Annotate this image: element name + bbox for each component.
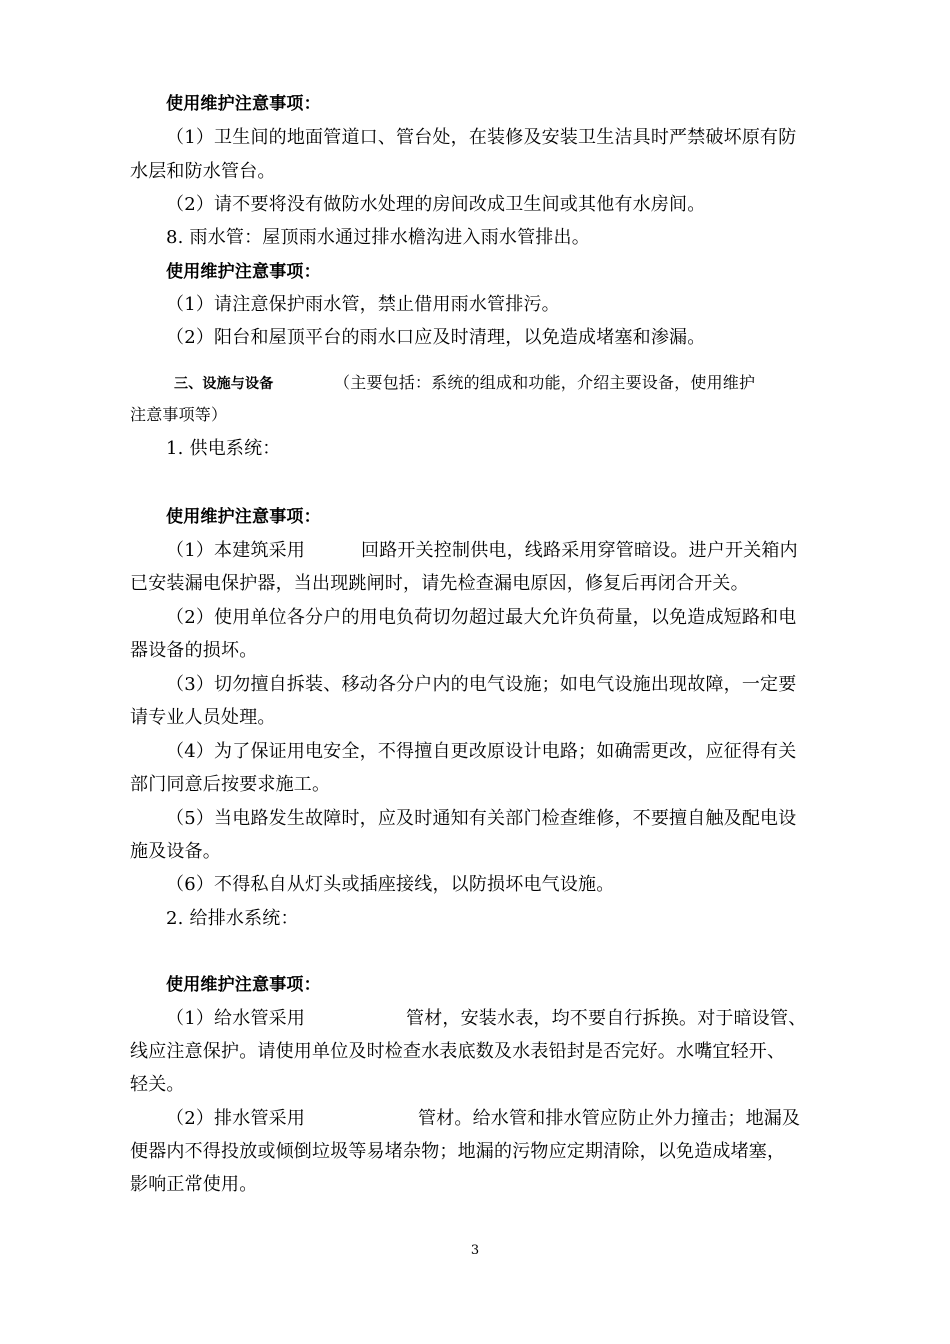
paragraph-line: （1）请注意保护雨水管，禁止借用雨水管排污。 xyxy=(166,294,560,315)
paragraph-line: （4）为了保证用电安全，不得擅自更改原设计电路；如确需更改，应征得有关 xyxy=(166,741,797,762)
list-item-heading: 8. 雨水管：屋顶雨水通过排水檐沟进入雨水管排出。 xyxy=(166,227,590,248)
maintenance-heading: 使用维护注意事项： xyxy=(166,975,321,995)
list-item-heading: 1. 供电系统： xyxy=(166,438,281,459)
section-title: 三、设施与设备 xyxy=(174,376,274,392)
paragraph-line: 管材。给水管和排水管应防止外力撞击；地漏及 xyxy=(418,1108,801,1129)
paragraph-line: 影响正常使用。 xyxy=(130,1174,258,1195)
maintenance-heading: 使用维护注意事项： xyxy=(166,507,321,527)
paragraph-line: （6）不得私自从灯头或插座接线，以防损坏电气设施。 xyxy=(166,874,615,895)
list-item-heading: 2. 给排水系统： xyxy=(166,908,299,929)
paragraph-line: 线应注意保护。请使用单位及时检查水表底数及水表铅封是否完好。水嘴宜轻开、 xyxy=(130,1041,786,1062)
paragraph-line: 便器内不得投放或倾倒垃圾等易堵杂物；地漏的污物应定期清除，以免造成堵塞， xyxy=(130,1141,786,1162)
paragraph-line: 轻关。 xyxy=(130,1074,185,1095)
paragraph-line: 水层和防水管台。 xyxy=(130,161,276,182)
paragraph-line: （2）使用单位各分户的用电负荷切勿超过最大允许负荷量，以免造成短路和电 xyxy=(166,607,797,628)
paragraph-line: （1）卫生间的地面管道口、管台处，在装修及安装卫生洁具时严禁破坏原有防 xyxy=(166,127,797,148)
paragraph-line: 管材，安装水表，均不要自行拆换。对于暗设管、 xyxy=(406,1008,807,1029)
paragraph-line: 请专业人员处理。 xyxy=(130,707,276,728)
paragraph-line: （3）切勿擅自拆装、移动各分户内的电气设施；如电气设施出现故障，一定要 xyxy=(166,674,797,695)
section-note: 注意事项等） xyxy=(130,405,228,424)
maintenance-heading: 使用维护注意事项： xyxy=(166,262,321,282)
paragraph-line: （5）当电路发生故障时，应及时通知有关部门检查维修，不要擅自触及配电设 xyxy=(166,808,797,829)
paragraph-line: 部门同意后按要求施工。 xyxy=(130,774,331,795)
maintenance-heading: 使用维护注意事项： xyxy=(166,94,321,114)
paragraph-line: （1）本建筑采用 xyxy=(166,540,306,561)
paragraph-line: （2）阳台和屋顶平台的雨水口应及时清理，以免造成堵塞和渗漏。 xyxy=(166,327,706,348)
paragraph-line: 回路开关控制供电，线路采用穿管暗设。进户开关箱内 xyxy=(361,540,798,561)
paragraph-line: （2）请不要将没有做防水处理的房间改成卫生间或其他有水房间。 xyxy=(166,194,706,215)
paragraph-line: （1）给水管采用 xyxy=(166,1008,306,1029)
page-number: 3 xyxy=(470,1243,480,1258)
paragraph-line: 已安装漏电保护器，当出现跳闸时，请先检查漏电原因，修复后再闭合开关。 xyxy=(130,573,749,594)
paragraph-line: （2）排水管采用 xyxy=(166,1108,306,1129)
section-note: （主要包括：系统的组成和功能，介绍主要设备，使用维护 xyxy=(334,373,756,392)
paragraph-line: 器设备的损坏。 xyxy=(130,640,258,661)
paragraph-line: 施及设备。 xyxy=(130,841,221,862)
